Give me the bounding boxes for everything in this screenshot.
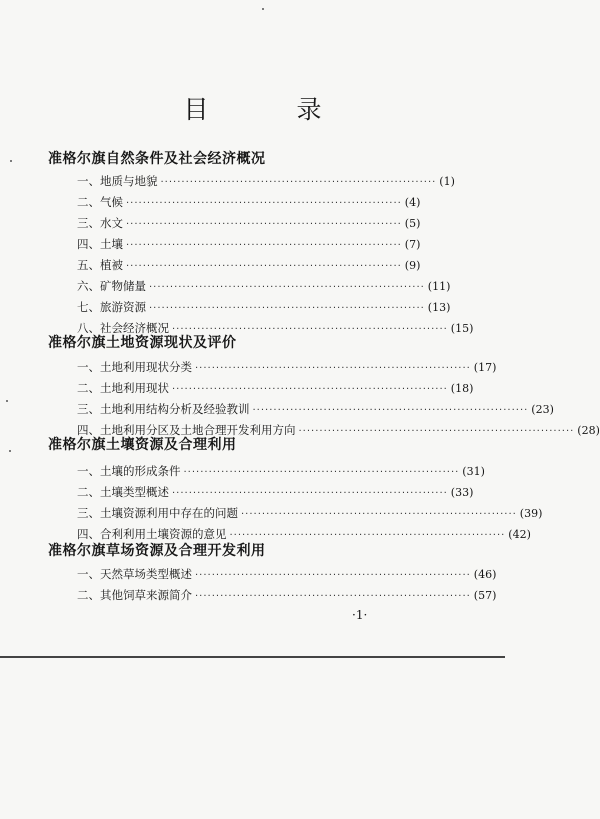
page-number: ·1· xyxy=(352,608,368,622)
entry-label: 二、土壤类型概述 xyxy=(77,485,169,499)
entry-page: (13) xyxy=(427,301,451,314)
entry-label: 四、土壤 xyxy=(77,237,123,251)
entry-page: (23) xyxy=(531,403,554,416)
dot-leader: ·································································· xyxy=(149,282,425,293)
toc-entry xyxy=(77,299,451,315)
entry-page: (9) xyxy=(404,259,421,272)
dot-leader: ·································································· xyxy=(126,240,402,251)
dot-leader: ·································································· xyxy=(126,198,402,209)
dot-leader: ·································································· xyxy=(172,488,448,499)
entry-label: 三、土壤资源利用中存在的问题 xyxy=(77,506,238,520)
page-title: 目 录 xyxy=(183,95,362,124)
toc-entry xyxy=(77,173,455,189)
scan-speck xyxy=(262,8,264,10)
scan-speck xyxy=(6,400,8,402)
scan-speck xyxy=(9,450,11,452)
dot-leader: ·································································· xyxy=(229,530,506,541)
dot-leader: ·································································· xyxy=(172,384,448,395)
dot-leader: ·································································· xyxy=(126,261,402,272)
dot-leader: ·································································· xyxy=(149,303,425,314)
toc-entry xyxy=(77,587,497,603)
entry-page: (33) xyxy=(450,486,474,499)
entry-page: (4) xyxy=(404,196,421,209)
dot-leader: ·································································· xyxy=(298,426,575,437)
dot-leader: ·································································· xyxy=(195,591,471,602)
entry-label: 一、地质与地貌 xyxy=(77,174,158,188)
dot-leader: ·································································· xyxy=(252,405,529,416)
dot-leader: ·································································· xyxy=(160,177,437,188)
toc-entry xyxy=(77,359,497,375)
entry-label: 七、旅游资源 xyxy=(77,300,146,314)
toc-entry xyxy=(77,484,474,500)
entry-label: 四、合利利用土壤资源的意见 xyxy=(77,527,227,541)
chapter-heading: 准格尔旗土壤资源及合理利用 xyxy=(48,437,237,453)
toc-entry xyxy=(77,236,421,252)
entry-page: (1) xyxy=(439,175,455,188)
entry-page: (39) xyxy=(519,507,543,520)
entry-page: (31) xyxy=(462,465,485,478)
dot-leader: ·································································· xyxy=(172,324,448,335)
dot-leader: ·································································· xyxy=(183,467,460,478)
entry-label: 一、土地利用现状分类 xyxy=(77,360,192,374)
dot-leader: ·································································· xyxy=(241,509,517,520)
dot-leader: ·································································· xyxy=(195,570,471,581)
entry-page: (5) xyxy=(404,217,421,230)
entry-page: (28) xyxy=(577,424,600,437)
toc-entry xyxy=(77,215,421,231)
entry-page: (57) xyxy=(473,589,497,602)
entry-label: 三、土地利用结构分析及经验教训 xyxy=(77,402,250,416)
toc-entry xyxy=(77,505,543,521)
entry-label: 五、植被 xyxy=(77,258,123,272)
bottom-rule xyxy=(0,656,505,658)
toc-entry xyxy=(77,257,421,273)
entry-page: (46) xyxy=(473,568,497,581)
toc-entry xyxy=(77,380,474,396)
toc-entry xyxy=(77,401,554,417)
toc-entry xyxy=(77,463,485,479)
entry-page: (42) xyxy=(508,528,531,541)
entry-page: (7) xyxy=(404,238,421,251)
entry-label: 一、土壤的形成条件 xyxy=(77,464,181,478)
chapter-heading: 准格尔旗草场资源及合理开发利用 xyxy=(48,543,266,559)
scan-speck xyxy=(10,160,12,162)
entry-label: 二、土地利用现状 xyxy=(77,381,169,395)
chapter-heading: 准格尔旗土地资源现状及评价 xyxy=(48,335,237,351)
toc-entry xyxy=(77,278,451,294)
chapter-heading: 准格尔旗自然条件及社会经济概况 xyxy=(48,151,266,167)
entry-page: (15) xyxy=(450,322,474,335)
entry-label: 二、其他饲草来源简介 xyxy=(77,588,192,602)
dot-leader: ·································································· xyxy=(195,363,471,374)
entry-page: (18) xyxy=(450,382,474,395)
dot-leader: ·································································· xyxy=(126,219,402,230)
entry-page: (11) xyxy=(427,280,451,293)
entry-label: 四、土地利用分区及土地合理开发利用方向 xyxy=(77,423,296,437)
entry-label: 三、水文 xyxy=(77,216,123,230)
entry-label: 一、天然草场类型概述 xyxy=(77,567,192,581)
toc-entry xyxy=(77,566,497,582)
entry-label: 六、矿物储量 xyxy=(77,279,146,293)
entry-label: 八、社会经济概况 xyxy=(77,321,169,335)
entry-label: 二、气候 xyxy=(77,195,123,209)
toc-entry xyxy=(77,194,421,210)
entry-page: (17) xyxy=(473,361,497,374)
